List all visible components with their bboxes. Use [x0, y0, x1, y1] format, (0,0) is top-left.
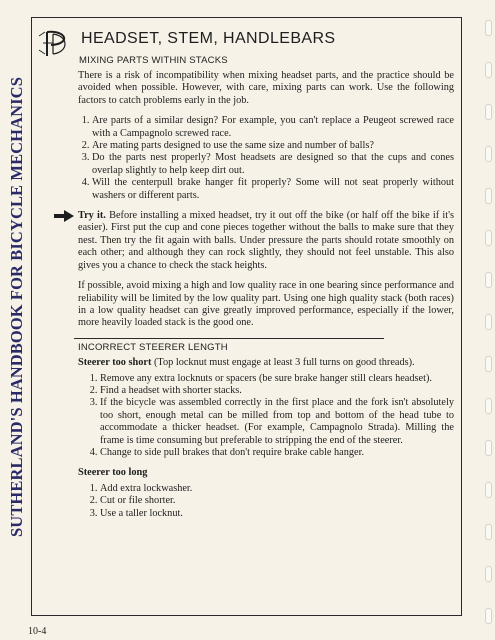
- spine-title: [6, 52, 28, 562]
- list-item: 2. Cut or file shorter.: [100, 495, 454, 507]
- list-item: 3. Do the parts nest properly? Most headsets are designed so that the cups and cones overlap slightly to help keep dirt out.: [92, 152, 454, 177]
- spine-title-text: SUTHERLAND'S HANDBOOK FOR BICYCLE MECHANICS: [7, 77, 27, 537]
- list-item: 3. Use a taller locknut.: [100, 508, 454, 520]
- quality-paragraph: If possible, avoid mixing a high and low quality race in one bearing since performance and reliability will be limited by the low quality part. Using one high quality stack (both races) in a low quality headset can give greatly improved performance, especially if the lower, more heavily loaded stack is the good one.: [78, 280, 454, 329]
- question-list: [78, 115, 454, 202]
- page-title: HEADSET, STEM, HANDLEBARS: [81, 30, 336, 47]
- list-item: 4. Change to side pull brakes that don't require brake cable hanger.: [100, 447, 454, 459]
- list-item: 2. Are mating parts designed to use the same size and number of balls?: [92, 140, 454, 152]
- try-it-text: Before installing a mixed headset, try it out off the bike (or half off the bike if it's easier). First put the cup and cone pieces together without the balls to make sure that they nest. Then try the fit again with balls. Under pressure the parts should rotate smoothly on each other; and although they can rock slightly, they should not feel unstable. This also gives you a chance to check the stack heights.: [78, 210, 454, 271]
- list-item: 3. If the bicycle was assembled correctly in the first place and the fork isn't absolutely too short, enough metal can be milled from top and bottom of the head tube to accommodate a thicker headset. (For example, Campagnolo Strada). Milling the frame is time consuming but preferable to stripping the end of the steerer.: [100, 397, 454, 447]
- chapter-logo-icon: [37, 26, 77, 60]
- list-item: 4. Will the centerpull brake hanger fit properly? Some will not seat properly without washers or different parts.: [92, 177, 454, 202]
- page-number: 10-4: [28, 626, 47, 637]
- too-long-steps: [78, 483, 454, 520]
- too-short-steps: [78, 373, 454, 460]
- list-item: 1. Add extra lockwasher.: [100, 483, 454, 495]
- list-item: 2. Find a headset with shorter stacks.: [100, 385, 454, 397]
- list-item: 1. Are parts of a similar design? For example, you can't replace a Peugeot screwed race with a Campagnolo screwed race.: [92, 115, 454, 140]
- try-it-paragraph: [78, 210, 454, 272]
- arrow-right-icon: [53, 209, 75, 223]
- content-body: [78, 70, 454, 528]
- list-item: 1. Remove any extra locknuts or spacers (be sure brake hanger still clears headset).: [100, 373, 454, 385]
- too-short-label: Steerer too short: [78, 357, 152, 369]
- intro-paragraph: There is a risk of incompatibility when mixing headset parts, and the practice should be avoided when possible. However, with care, mixing parts can work. Use the following factors to catch problems early in the job.: [78, 70, 454, 106]
- steerer-section-heading: INCORRECT STEERER LENGTH: [78, 341, 228, 353]
- too-short-note: (Top locknut must engage at least 3 full turns on good threads).: [151, 357, 415, 369]
- too-short-intro: [78, 357, 454, 369]
- too-long-label: Steerer too long: [78, 467, 148, 479]
- try-it-label: Try it.: [78, 210, 106, 222]
- section-heading: MIXING PARTS WITHIN STACKS: [79, 55, 228, 66]
- section-divider: [74, 338, 384, 339]
- binder-holes: [484, 0, 492, 640]
